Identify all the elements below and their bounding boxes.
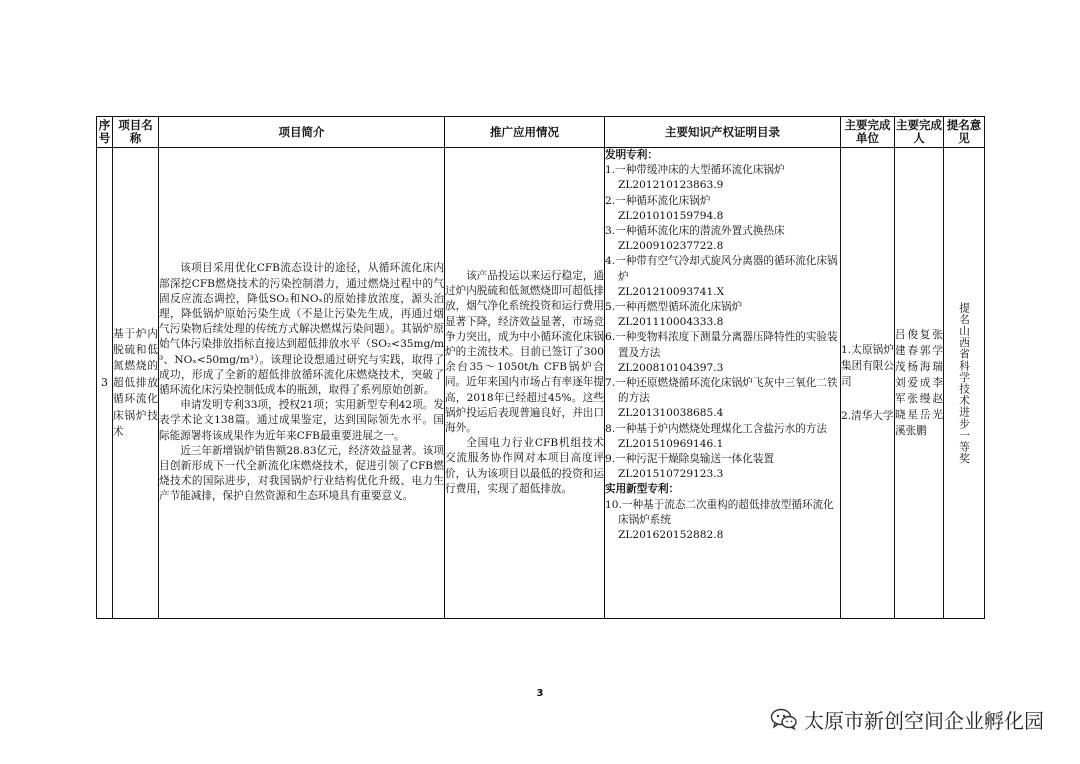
awards-table	[96, 116, 985, 619]
table-header-row	[97, 117, 985, 148]
promotion-paragraph: 全国电力行业CFB机组技术交流服务协作网对本项目高度评价，认为该项目以最低的投资和运行费用，实现了超低排放。	[445, 437, 604, 495]
invention-patents-heading: 发明专利：	[605, 149, 658, 161]
patent-title: 6.一种变物料浓度下测量分离器压降特性的实验装置及方法	[605, 331, 838, 359]
header-seq: 序号	[97, 117, 113, 148]
table-row	[97, 148, 985, 619]
patent-number: ZL201620152882.8	[618, 529, 724, 542]
utility-patent-list	[605, 498, 840, 544]
wechat-icon	[770, 707, 798, 731]
header-ip: 主要知识产权证明目录	[605, 117, 841, 148]
patent-number: ZL200810104397.3	[618, 361, 724, 374]
patent-title: 4.一种带有空气冷却式旋风分离器的循环流化床锅炉	[605, 255, 838, 283]
patent-number: ZL201310038685.4	[618, 407, 724, 420]
row-ip-list	[605, 148, 841, 619]
invention-patent-list	[605, 163, 840, 482]
patent-number: ZL200910237722.8	[618, 240, 724, 253]
unit-item: 2.清华大学	[841, 410, 894, 422]
header-nomination: 提名意见	[944, 117, 985, 148]
row-seq: 3	[97, 148, 113, 619]
row-intro	[159, 148, 445, 619]
patent-title: 5.一种再燃型循环流化床锅炉	[605, 301, 743, 314]
header-promotion: 推广应用情况	[445, 117, 605, 148]
unit-item: 1.太原锅炉集团有限公司	[841, 344, 894, 388]
promotion-paragraph: 该产品投运以来运行稳定，通过炉内脱硫和低氮燃烧即可超低排放，烟气净化系统投资和运行费用显著下降，经济效益显著，市场竞争力突出，成为中小循环流化床锅炉的主流技术。目前已签订了300余台35～1050t/h CFB锅炉合同。近年来国内市场占有率逐年提高，2018年已经超过45%。这些锅炉投运后表现普遍良好，并出口海外。	[445, 269, 604, 434]
patent-title: 3.一种循环流化床的潜流外置式换热床	[605, 225, 785, 238]
watermark	[770, 704, 1044, 734]
patent-number: ZL201210123863.9	[618, 179, 724, 192]
page-number: 3	[536, 688, 544, 699]
header-name: 项目名称	[113, 117, 159, 148]
patent-number: ZL201210093741.X	[618, 285, 725, 298]
patent-number: ZL201010159794.8	[618, 209, 724, 222]
patent-title: 1.一种带缓冲床的大型循环流化床锅炉	[605, 164, 785, 177]
row-nomination	[944, 148, 985, 619]
intro-paragraph: 近三年新增锅炉销售额28.83亿元，经济效益显著。该项目创新形成下一代全新流化床燃烧技术，促进引领了CFB燃烧技术的国际进步，对我国锅炉行业结构优化升级、电力生产节能减排，保护自然资源和生态环境具有重要意义。	[159, 444, 444, 503]
row-units	[841, 148, 895, 619]
intro-paragraph: 申请发明专利33项，授权21项；实用新型专利42项。发表学术论文138篇。通过成果鉴定，达到国际领先水平。国际能源署将该成果作为近年来CFB最重要进展之一。	[159, 399, 444, 442]
patent-title: 2.一种循环流化床锅炉	[605, 194, 711, 207]
row-project-name: 基于炉内脱硫和低氮燃烧的超低排放循环流化床锅炉技术	[113, 148, 159, 619]
patent-title: 8.一种基于炉内燃烧处理煤化工含盐污水的方法	[605, 422, 827, 435]
watermark-text: 太原市新创空间企业孵化园	[804, 708, 1044, 733]
patent-title: 7.一种还原燃烧循环流化床锅炉飞灰中三氧化二铁的方法	[605, 377, 838, 405]
patent-number: ZL201510969146.1	[618, 437, 724, 450]
patent-title: 10.一种基于流态二次重构的超低排放型循环流化床锅炉系统	[605, 498, 834, 526]
patent-number: ZL201110004333.8	[618, 316, 724, 329]
nomination-text: 提名山西省科学技术进步一等奖	[958, 301, 970, 465]
row-people: 吕俊复张建春郭学茂杨海瑞刘爱成李军张缦赵晓星岳光溪张鹏	[895, 148, 944, 619]
intro-paragraph: 该项目采用优化CFB流态设计的途径，从循环流化床内部深挖CFB燃烧技术的污染控制潜力，通过燃烧过程中的气固反应流态调控，降低SO₂和NOₓ的原始排放浓度，源头治理，降低锅炉原始污染生成（不是让污染先生成，再通过烟气污染物后续处理的传统方式解决燃煤污染问题）。其锅炉原始气体污染排放指标直接达到超低排放水平（SO₂<35mg/m³、NOₓ<50mg/m³）。该理论设想通过研究与实践，取得了成功，形成了全新的超低排放循环流化床燃烧技术，突破了循环流化床污染控制低成本的瓶颈，取得了系列原始创新。	[159, 262, 444, 396]
header-intro: 项目简介	[159, 117, 445, 148]
header-unit: 主要完成单位	[841, 117, 895, 148]
header-people: 主要完成人	[895, 117, 944, 148]
row-promotion	[445, 148, 605, 619]
patent-title: 9.一种污泥干燥除臭输送一体化装置	[605, 453, 775, 466]
utility-patents-heading: 实用新型专利：	[605, 483, 680, 496]
patent-number: ZL201510729123.3	[618, 468, 724, 481]
